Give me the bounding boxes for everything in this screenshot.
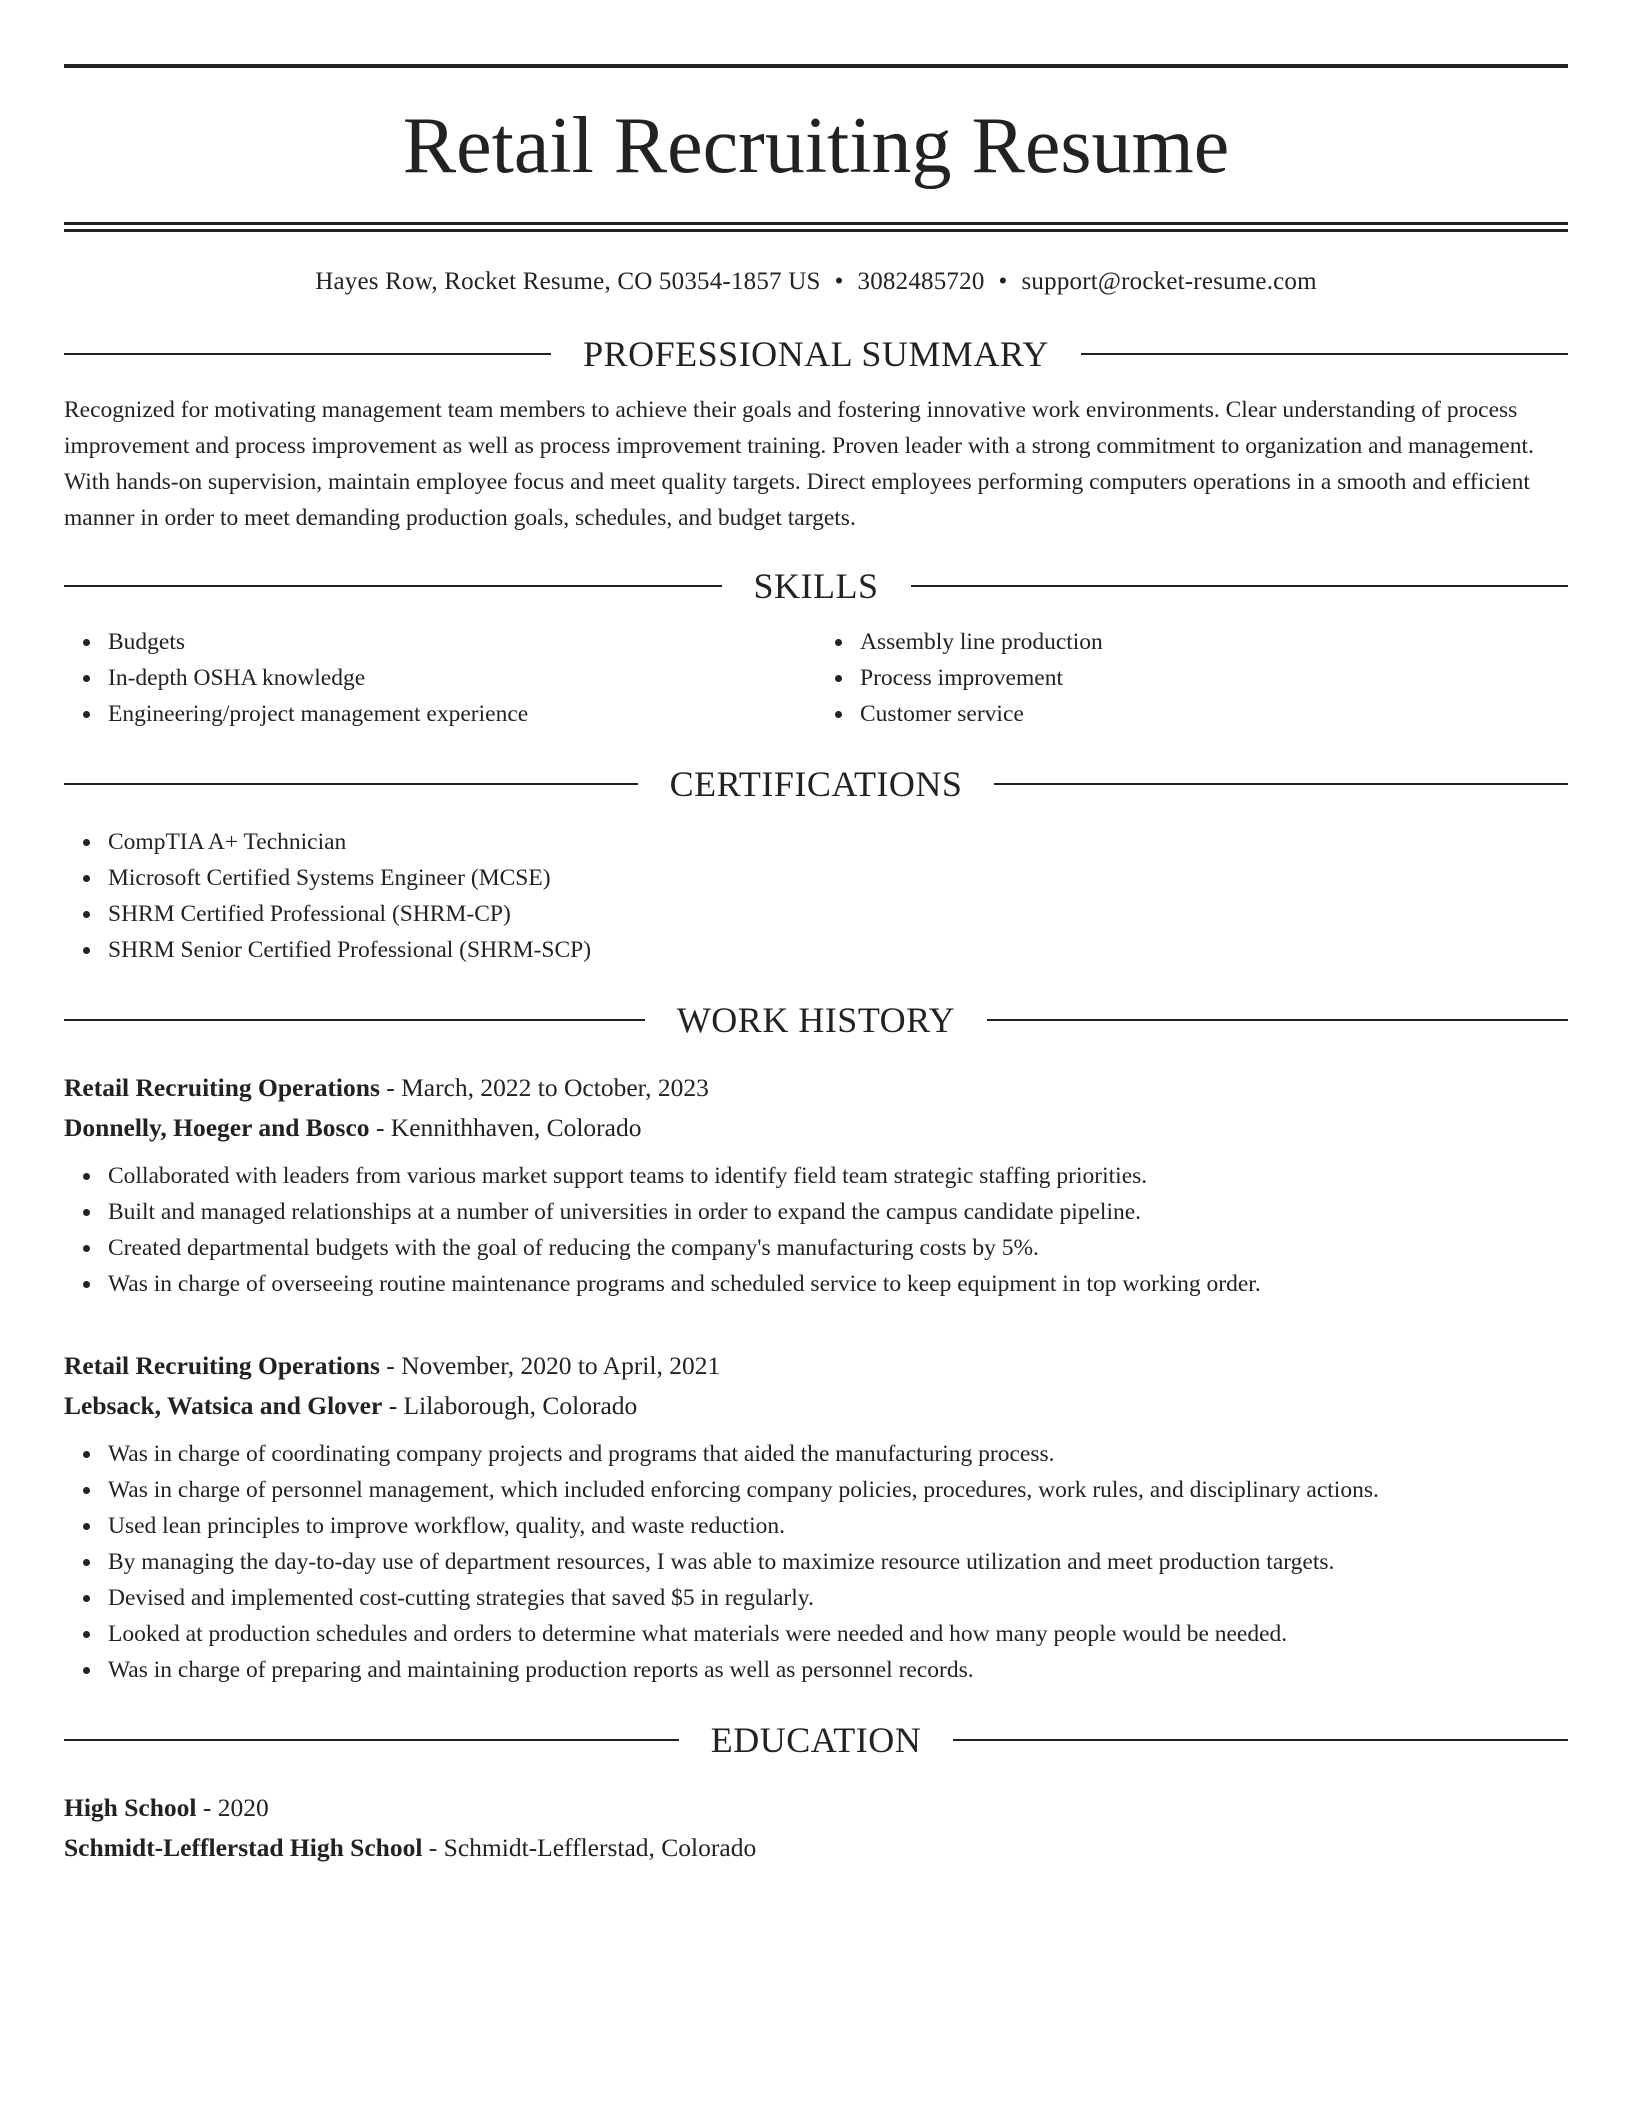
job-location: - Lilaborough, Colorado	[388, 1391, 638, 1420]
education-school-line	[64, 1828, 1568, 1868]
job-bullet: Used lean principles to improve workflow, quality, and waste reduction.	[108, 1508, 1568, 1544]
section-header-summary	[64, 332, 1568, 376]
contact-separator: •	[998, 268, 1008, 295]
skill-item: Engineering/project management experience	[108, 696, 816, 732]
education-school: Schmidt-Lefflerstad High School	[64, 1833, 423, 1862]
section-header-education	[64, 1718, 1568, 1762]
job-entry	[64, 1068, 1568, 1302]
title-double-rule	[64, 222, 1568, 232]
job-bullet: Was in charge of preparing and maintaining production reports as well as personnel records.	[108, 1652, 1568, 1688]
top-rule	[64, 64, 1568, 68]
divider	[987, 1019, 1568, 1021]
skills-list	[64, 624, 1568, 732]
section-header-skills	[64, 564, 1568, 608]
divider	[994, 783, 1568, 785]
job-company-line	[64, 1108, 1568, 1148]
certifications-list	[64, 824, 1568, 968]
job-bullets	[64, 1436, 1568, 1688]
job-dates: - November, 2020 to April, 2021	[386, 1351, 721, 1380]
section-title-skills: SKILLS	[753, 566, 879, 606]
divider	[1081, 353, 1568, 355]
section-title-summary: PROFESSIONAL SUMMARY	[583, 334, 1049, 374]
job-dates: - March, 2022 to October, 2023	[386, 1073, 709, 1102]
contact-email: support@rocket-resume.com	[1021, 268, 1317, 295]
education-year: - 2020	[202, 1793, 269, 1822]
job-title: Retail Recruiting Operations	[64, 1073, 380, 1102]
contact-address: Hayes Row, Rocket Resume, CO 50354-1857 US	[315, 268, 821, 295]
job-bullet: Was in charge of overseeing routine maintenance programs and scheduled service to keep equipment in top working order.	[108, 1266, 1568, 1302]
skill-item: In-depth OSHA knowledge	[108, 660, 816, 696]
divider	[64, 1019, 645, 1021]
education-entry	[64, 1788, 1568, 1868]
job-title-line	[64, 1068, 1568, 1108]
contact-line	[64, 266, 1568, 298]
skill-item: Process improvement	[860, 660, 1568, 696]
resume-title: Retail Recruiting Resume	[402, 102, 1230, 190]
resume-page	[64, 64, 1568, 1868]
job-bullet: By managing the day-to-day use of department resources, I was able to maximize resource utilization and meet production targets.	[108, 1544, 1568, 1580]
education-location: - Schmidt-Lefflerstad, Colorado	[428, 1833, 757, 1862]
certification-item: Microsoft Certified Systems Engineer (MCSE)	[108, 860, 1568, 896]
divider	[64, 783, 638, 785]
skill-item: Assembly line production	[860, 624, 1568, 660]
job-entry	[64, 1346, 1568, 1688]
job-bullet: Was in charge of coordinating company projects and programs that aided the manufacturing process.	[108, 1436, 1568, 1472]
education-degree: High School	[64, 1793, 197, 1822]
education-degree-line	[64, 1788, 1568, 1828]
divider	[64, 1739, 679, 1741]
section-header-certifications	[64, 762, 1568, 806]
contact-phone: 3082485720	[857, 268, 985, 295]
section-title-education: EDUCATION	[710, 1720, 922, 1760]
section-header-work-history	[64, 998, 1568, 1042]
job-company: Lebsack, Watsica and Glover	[64, 1391, 383, 1420]
divider	[953, 1739, 1568, 1741]
job-title: Retail Recruiting Operations	[64, 1351, 380, 1380]
certification-item: CompTIA A+ Technician	[108, 824, 1568, 860]
skills-column-right	[816, 624, 1568, 732]
job-company: Donnelly, Hoeger and Bosco	[64, 1113, 370, 1142]
skill-item: Budgets	[108, 624, 816, 660]
job-title-line	[64, 1346, 1568, 1386]
summary-text: Recognized for motivating management team members to achieve their goals and fostering innovative work environments. Clear understanding of process improvement and process improvement as well as process improvement training. Proven leader with a strong commitment to organization and management. With hands-on supervision, maintain employee focus and meet quality targets. Direct employees performing computers operations in a smooth and efficient manner in order to meet demanding production goals, schedules, and budget targets.	[64, 397, 1534, 531]
job-bullet: Created departmental budgets with the goal of reducing the company's manufacturing costs by 5%.	[108, 1230, 1568, 1266]
job-location: - Kennithhaven, Colorado	[375, 1113, 642, 1142]
job-bullet: Built and managed relationships at a number of universities in order to expand the campus candidate pipeline.	[108, 1194, 1568, 1230]
job-bullet: Looked at production schedules and orders to determine what materials were needed and how many people would be needed.	[108, 1616, 1568, 1652]
job-bullet: Was in charge of personnel management, which included enforcing company policies, procedures, work rules, and disciplinary actions.	[108, 1472, 1568, 1508]
divider	[911, 585, 1569, 587]
job-bullet: Collaborated with leaders from various market support teams to identify field team strategic staffing priorities.	[108, 1158, 1568, 1194]
divider	[64, 585, 722, 587]
contact-separator: •	[834, 268, 844, 295]
job-company-line	[64, 1386, 1568, 1426]
section-title-certifications: CERTIFICATIONS	[669, 764, 963, 804]
divider	[64, 353, 551, 355]
section-title-work-history: WORK HISTORY	[676, 1000, 956, 1040]
skill-item: Customer service	[860, 696, 1568, 732]
skills-column-left	[64, 624, 816, 732]
job-bullet: Devised and implemented cost-cutting strategies that saved $5 in regularly.	[108, 1580, 1568, 1616]
certification-item: SHRM Certified Professional (SHRM-CP)	[108, 896, 1568, 932]
job-bullets	[64, 1158, 1568, 1302]
certification-item: SHRM Senior Certified Professional (SHRM-SCP)	[108, 932, 1568, 968]
